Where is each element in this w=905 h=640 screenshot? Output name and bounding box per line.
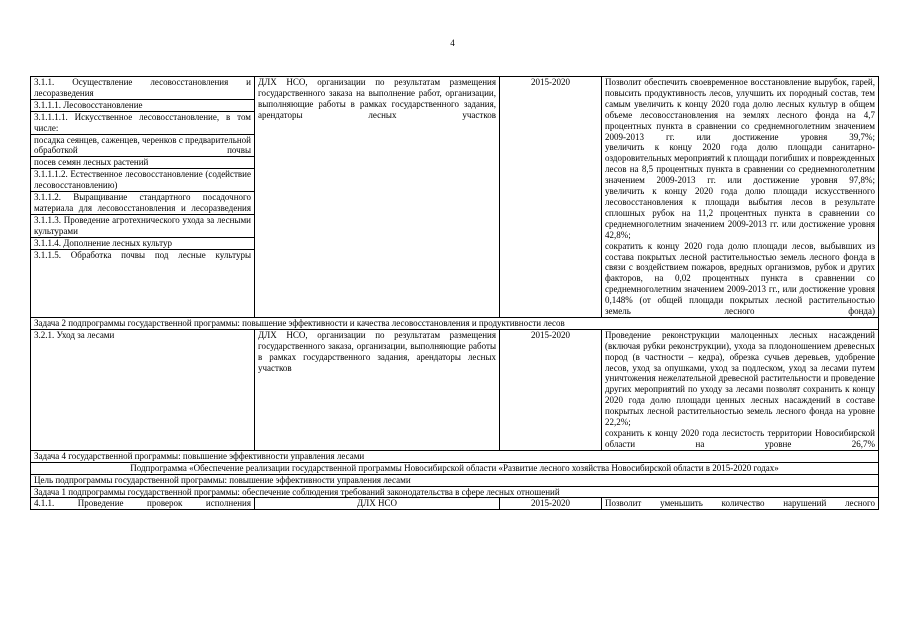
list-item: 3.1.1.2. Выращивание стандартного посадочного материала для лесовосстановления и лесоразведения [31, 192, 254, 215]
result-paragraph: сократить к концу 2020 года долю площади лесов, выбывших из состава покрытых лесной растительностью земель лесного фонда в связи с воздействием пожаров, вредных организмов, рубок и других факторов, на 0,02 процентных пункта в сравнении со среднемноголетним значением 2009-2013 гг., или достижение уровня 0,148% (от общей площади покрытых лесной растительностью земель лесного фонда) [605, 240, 875, 317]
result-cell: Позволит уменьшить количество нарушений лесного [602, 498, 879, 510]
period-cell: 2015-2020 [500, 77, 602, 318]
list-item: 3.1.1.3. Проведение агротехнического ухода за лесными культурами [31, 215, 254, 238]
goal-heading: Цель подпрограммы государственной программы: повышение эффективности управления лесами [31, 474, 879, 486]
list-item: 3.1.1.1.1. Искусственное лесовосстановление, в том числе: [31, 112, 254, 135]
result-cell [602, 329, 879, 450]
table-row [31, 486, 879, 498]
executor-cell: ДЛХ НСО, организации по результатам размещения государственного заказа на выполнение работ, организации, выполняющие работы в рамках государственного задания, арендаторы лесных участков [255, 77, 500, 318]
list-item: 3.1.1. Осуществление лесовосстановления и лесоразведения [31, 77, 254, 100]
result-paragraph: сохранить к концу 2020 года лесистость территории Новосибирской области на уровне 26,7% [605, 428, 875, 449]
list-item: посадка сеянцев, саженцев, черенков с предварительной обработкой почвы [31, 135, 254, 158]
result-paragraph: Позволит обеспечить своевременное восстановление вырубок, гарей, повысить продуктивность лесов, улучшить их породный состав, тем самым увеличить к концу 2020 года долю лесных культур в общем объеме лесовосстановления на землях лесного фонда на 4,7 процентных пункта в сравнении со среднемноголетним значением 2009-2013 гг. или достижение уровня 39,7%; [605, 77, 875, 142]
subprogram-heading: Подпрограмма «Обеспечение реализации государственной программы Новосибирской области «Развитие лесного хозяйства Новосибирской области в 2015-2020 годах» [31, 462, 879, 474]
measure-name-cell: 3.2.1. Уход за лесами [31, 329, 255, 450]
program-measures-table [30, 76, 879, 510]
table-row [31, 450, 879, 462]
result-cell [602, 77, 879, 318]
table-row [31, 462, 879, 474]
table-row [31, 498, 879, 510]
list-item: 3.1.1.5. Обработка почвы под лесные культуры [34, 249, 251, 260]
executor-cell: ДЛХ НСО, организации по результатам размещения государственного заказа, организации, выполняющие работы в рамках государственного задания, арендаторы лесных участков [255, 329, 500, 450]
table-row [31, 317, 879, 329]
result-paragraph: увеличить к концу 2020 года долю площади санитарно-оздоровительных мероприятий к площади погибших и поврежденных лесов на 8,5 процентных пункта в сравнении со среднемноголетним значением 2009-2013 гг. или достижение уровня 97,8%; [605, 142, 875, 186]
result-paragraph: Проведение реконструкции малоценных лесных насаждений (включая рубки реконструкции), ухода за плодоношением древесных пород (в частности – кедра), обрезка сучьев деревьев, удобрение лесов, уход за опушками, уход за подлеском, уход за лесами путем уничтожения нежелательной древесной растительности и проведение других мероприятий по уходу за лесами позволят сохранить к концу 2020 года долю площади ценных лесных насаждений в составе покрытых лесной растительностью земель лесного фонда на уровне 22,2%; [605, 329, 875, 428]
measure-name-cell: 4.1.1. Проведение проверок исполнения [31, 498, 255, 510]
result-paragraph: увеличить к концу 2020 года долю площади искусственного лесовосстановления к площади выбытия лесов в результате сплошных рубок на 11,2 процентных пункта в сравнении со среднемноголетним значением 2009-2013 гг. или достижение уровня 42,8%; [605, 186, 875, 240]
table-row [31, 474, 879, 486]
page-number: 4 [450, 38, 455, 48]
table-row [31, 77, 879, 318]
list-item: 3.1.1.4. Дополнение лесных культур [31, 238, 254, 250]
list-item: посев семян лесных растений [31, 157, 254, 169]
table-row [31, 329, 879, 450]
period-cell: 2015-2020 [500, 498, 602, 510]
list-item: 3.1.1.1. Лесовосстановление [31, 100, 254, 112]
executor-cell: ДЛХ НСО [255, 498, 500, 510]
task-heading: Задача 1 подпрограммы государственной программы: обеспечение соблюдения требований законодательства в сфере лесных отношений [31, 486, 879, 498]
list-item: 3.1.1.1.2. Естественное лесовосстановление (содействие лесовосстановлению) [31, 169, 254, 192]
period-cell: 2015-2020 [500, 329, 602, 450]
task-heading: Задача 4 государственной программы: повышение эффективности управления лесами [31, 450, 879, 462]
task-heading: Задача 2 подпрограммы государственной программы: повышение эффективности и качества лесовосстановления и продуктивности лесов [31, 317, 879, 329]
measure-name-cell [31, 77, 255, 318]
